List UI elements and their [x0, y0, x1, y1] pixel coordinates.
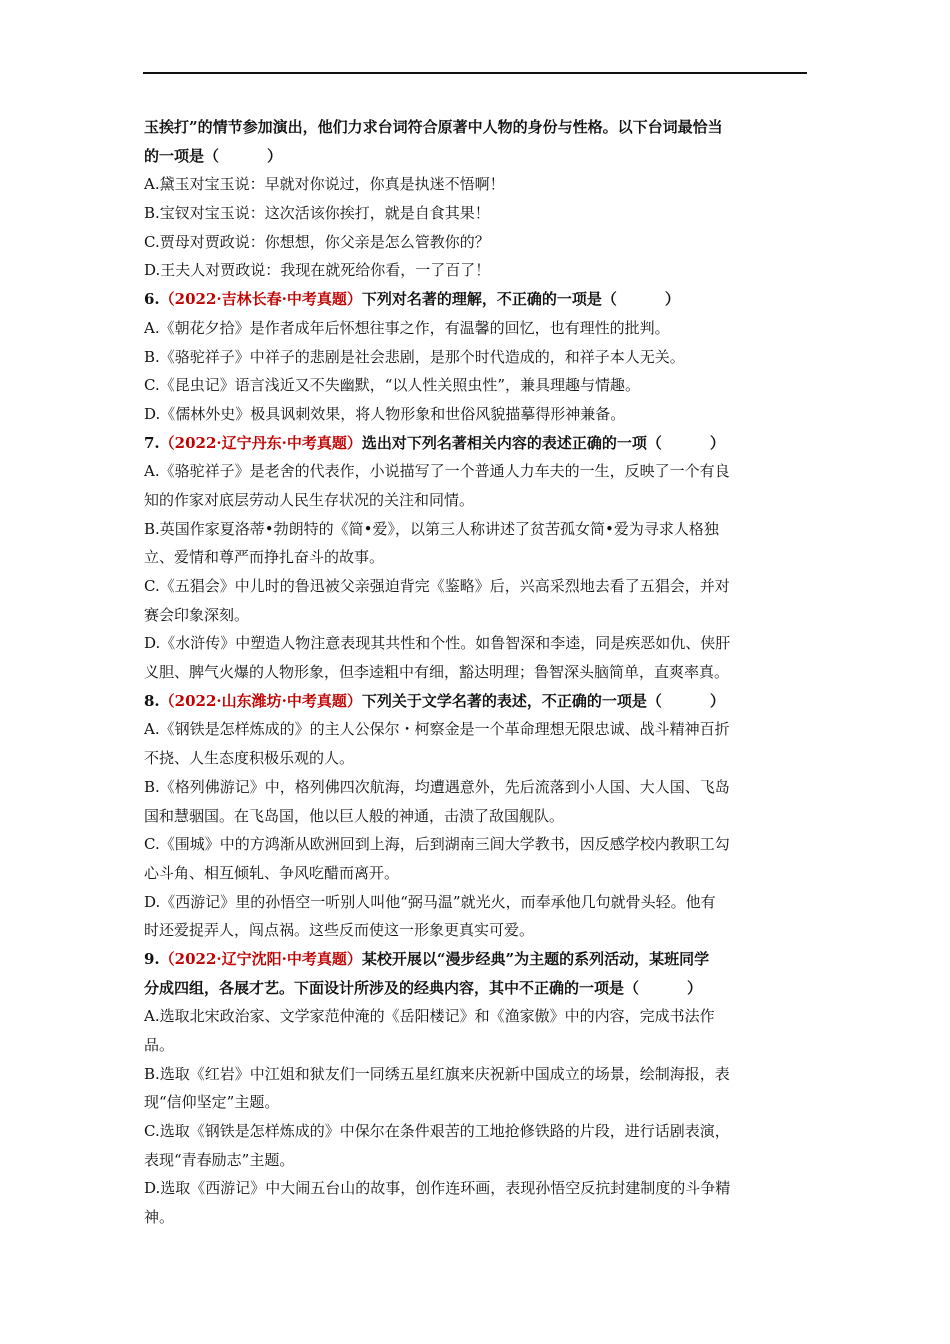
q9-paren-close: ）: [687, 978, 703, 997]
q5-stem-line-1: 玉挨打”的情节参加演出，他们力求台词符合原著中人物的身份与性格。以下台词最恰当: [144, 118, 723, 136]
q5-option-a: A.黛玉对宝玉说：早就对你说过，你真是执迷不悟啊！: [144, 175, 505, 194]
q7-option-c-line-2: 赛会印象深刻。: [144, 605, 250, 624]
q7-option-d-line-1: D.《水浒传》中塑造人物注意表现其共性和个性。如鲁智深和李逵，同是疾恶如仇、侠肝: [144, 634, 731, 653]
q5-paren-close: ）: [267, 146, 283, 165]
q7-stem: [144, 429, 804, 458]
q8-option-b-line-2: 国和慧骃国。在飞岛国，他以巨人般的神通，击溃了敌国舰队。: [144, 806, 565, 825]
q6-stem: [144, 285, 804, 314]
q9-stem-line-2: [144, 974, 804, 1003]
q6-stem-text: 下列对名著的理解，不正确的一项是（: [361, 290, 617, 309]
q9-option-c-line-2: 表现“青春励志”主题。: [144, 1150, 295, 1169]
q9-option-c-line-1: C.选取《钢铁是怎样炼成的》中保尔在条件艰苦的工地抢修铁路的片段，进行话剧表演，: [144, 1122, 730, 1141]
q8-option-c-line-2: 心斗角、相互倾轧、争风吃醋而离开。: [144, 863, 400, 882]
q7-option-c-line-1: C.《五猖会》中儿时的鲁迅被父亲强迫背完《鉴略》后，兴高采烈地去看了五猖会，并对: [144, 577, 730, 595]
q9-option-a-line-1: A.选取北宋政治家、文学家范仲淹的《岳阳楼记》和《渔家傲》中的内容，完成书法作: [144, 1007, 715, 1026]
exam-page: [144, 113, 804, 1232]
q8-number: 8.: [144, 691, 160, 710]
q6-option-d: D.《儒林外史》极具讽刺效果，将人物形象和世俗风貌描摹得形神兼备。: [144, 404, 626, 423]
q9-stem-line-1: [144, 945, 804, 974]
q8-option-a-line-1: A.《钢铁是怎样炼成的》的主人公保尔・柯察金是一个革命理想无限忠诚、战斗精神百折: [144, 720, 730, 739]
q9-source: （2022·辽宁沈阳·中考真题）: [159, 949, 362, 968]
q9-stem-text-2: 分成四组，各展才艺。下面设计所涉及的经典内容，其中不正确的一项是（: [144, 978, 640, 997]
q5-option-d: D.王夫人对贾政说：我现在就死给你看，一了百了！: [144, 261, 491, 280]
q6-number: 6.: [144, 290, 160, 309]
q7-option-b-line-1: B.英国作家夏洛蒂•勃朗特的《简•爱》，以第三人称讲述了贫苦孤女简•爱为寻求人格独: [144, 519, 719, 538]
q5-option-c: C.贾母对贾政说：你想想，你父亲是怎么管教你的？: [144, 232, 490, 251]
q7-stem-text: 选出对下列名著相关内容的表述正确的一项（: [361, 433, 662, 452]
q5-stem-line-2: [144, 142, 804, 171]
q7-option-d-line-2: 义胆、脾气火爆的人物形象，但李逵粗中有细，豁达明理；鲁智深头脑简单，直爽率真。: [144, 663, 730, 682]
q7-option-b-line-2: 立、爱情和尊严而挣扎奋斗的故事。: [144, 548, 385, 567]
q7-paren-close: ）: [709, 433, 725, 452]
q8-stem-text: 下列关于文学名著的表述，不正确的一项是（: [361, 691, 662, 710]
q9-option-a-line-2: 品。: [144, 1036, 175, 1054]
q9-option-d-line-1: D.选取《西游记》中大闹五台山的故事，创作连环画，表现孙悟空反抗封建制度的斗争精: [144, 1179, 731, 1198]
q7-option-a-line-2: 知的作家对底层劳动人民生存状况的关注和同情。: [144, 490, 475, 509]
q5-stem-text: 的一项是（: [144, 146, 220, 165]
q8-option-d-line-1: D.《西游记》里的孙悟空一听别人叫他“弼马温”就光火，而奉承他几句就骨头轻。他有: [144, 892, 716, 911]
q7-source: （2022·辽宁丹东·中考真题）: [159, 433, 362, 452]
q8-option-a-line-2: 不挠、人生态度积极乐观的人。: [144, 749, 355, 768]
q8-option-b-line-1: B.《格列佛游记》中，格列佛四次航海，均遭遇意外，先后流落到小人国、大人国、飞岛: [144, 777, 730, 796]
q6-paren-close: ）: [664, 290, 680, 309]
q8-option-c-line-1: C.《围城》中的方鸿渐从欧洲回到上海，后到湖南三闾大学教书，因反感学校内教职工勾: [144, 835, 730, 854]
q9-option-d-line-2: 神。: [144, 1208, 175, 1227]
q9-option-b-line-1: B.选取《红岩》中江姐和狱友们一同绣五星红旗来庆祝新中国成立的场景，绘制海报，表: [144, 1064, 730, 1083]
header-rule: [143, 72, 807, 74]
q8-paren-close: ）: [709, 691, 725, 710]
q9-stem-text-1: 某校开展以“漫步经典”为主题的系列活动，某班同学: [361, 949, 710, 968]
q8-source: （2022·山东潍坊·中考真题）: [159, 691, 362, 710]
q7-option-a-line-1: A.《骆驼祥子》是老舍的代表作，小说描写了一个普通人力车夫的一生，反映了一个有良: [144, 462, 730, 481]
q6-option-a: A.《朝花夕拾》是作者成年后怀想往事之作，有温馨的回忆，也有理性的批判。: [144, 318, 670, 337]
q8-stem: [144, 687, 804, 716]
q6-option-c: C.《昆虫记》语言浅近又不失幽默，“以人性关照虫性”，兼具理趣与情趣。: [144, 376, 641, 395]
q7-number: 7.: [144, 433, 160, 452]
q6-source: （2022·吉林长春·中考真题）: [159, 290, 362, 309]
q6-option-b: B.《骆驼祥子》中祥子的悲剧是社会悲剧，是那个时代造成的，和祥子本人无关。: [144, 347, 685, 366]
q8-option-d-line-2: 时还爱捉弄人，闯点祸。这些反而使这一形象更真实可爱。: [144, 921, 535, 940]
q5-option-b: B.宝钗对宝玉说：这次活该你挨打，就是自食其果！: [144, 204, 490, 223]
q9-number: 9.: [144, 949, 160, 968]
q9-option-b-line-2: 现“信仰坚定”主题。: [144, 1093, 280, 1112]
